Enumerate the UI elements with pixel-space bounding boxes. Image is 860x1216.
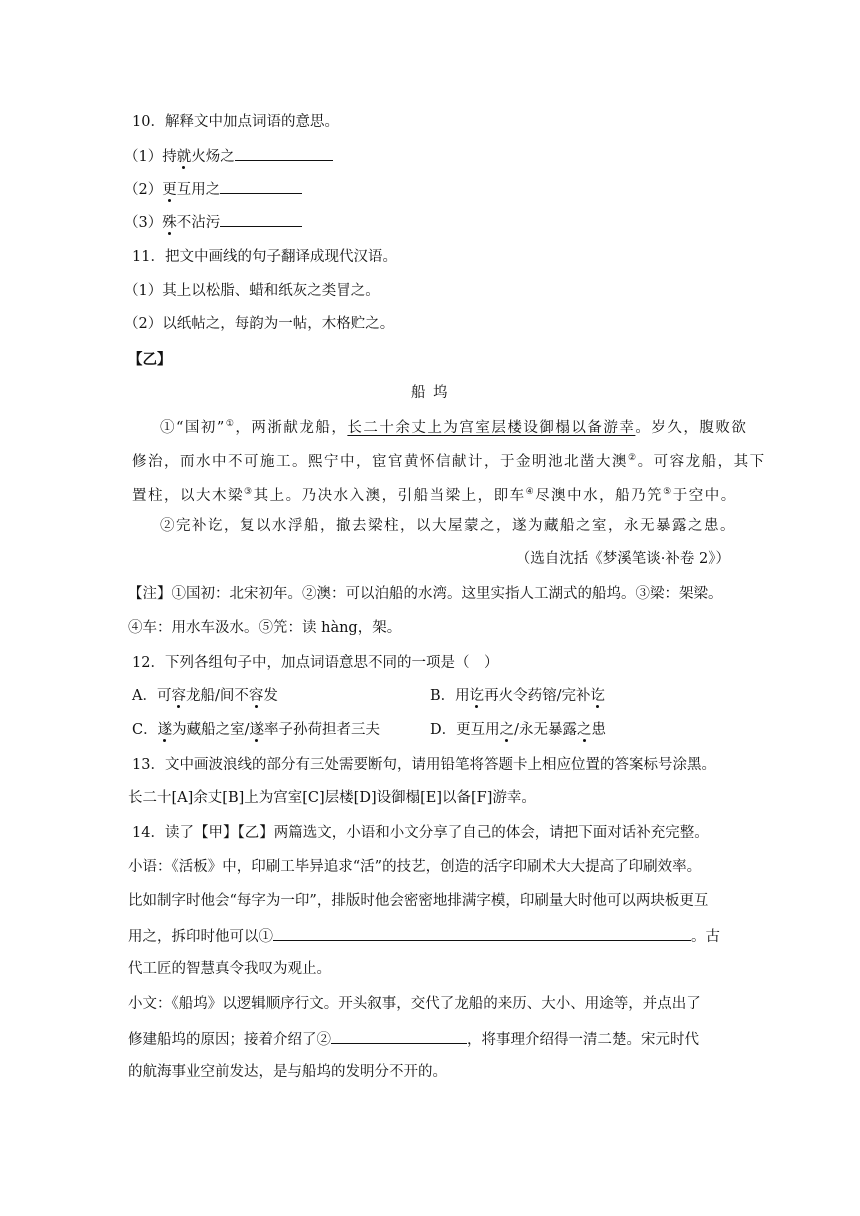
q10-item-1: （1）持就火炀之: [124, 145, 333, 167]
dotted-word: 更: [162, 182, 177, 198]
dotted-word: 殊: [162, 215, 177, 231]
dotted-word: 就: [176, 149, 192, 165]
q10-item-2: （2）更互用之: [124, 178, 302, 200]
q14-line-3: 用之，拆印时他可以① 。古: [128, 925, 720, 947]
q12-option-a[interactable]: A．可容龙船/间不容发: [132, 688, 278, 704]
section-label-yi: 【乙】: [128, 351, 172, 368]
q14-title: 14．读了【甲】【乙】两篇选文，小语和小文分享了自己的体会，请把下面对话补充完整。: [132, 825, 709, 841]
q12-option-d[interactable]: D．更互用之/永无暴露之患: [430, 722, 607, 738]
q14-line-7: 的航海事业空前发达，是与船坞的发明分不开的。: [128, 1064, 447, 1080]
note-line-1: 【注】①国初：北宋初年。②澳：可以泊船的水湾。这里实指人工湖式的船坞。③梁：架梁。: [128, 586, 723, 602]
q10-item-3: （3）殊不沾污: [124, 211, 302, 233]
q13-title: 13．文中画波浪线的部分有三处需要断句，请用铅笔将答题卡上相应位置的答案标号涂黑。: [132, 757, 716, 773]
q12-title: 12．下列各组句子中，加点词语意思不同的一项是（ ）: [132, 655, 499, 671]
answer-blank-1[interactable]: [273, 925, 691, 941]
q13-line: 长二十[A]余丈[B]上为宫室[C]层楼[D]设御榻[E]以备[F]游幸。: [128, 790, 536, 806]
q11-item-2: （2）以纸帖之，每韵为一帖，木格贮之。: [124, 316, 395, 332]
passage-line-1: ①“国初”①，两浙献龙船，长二十余丈上为宫室层楼设御榻以备游幸。岁久，腹败欲: [160, 419, 748, 436]
q14-line-4: 代工匠的智慧真令我叹为观止。: [128, 961, 331, 977]
passage-line-4: ②完补讫，复以水浮船，撤去梁柱，以大屋蒙之，遂为藏船之室，永无暴露之患。: [160, 518, 736, 534]
note-line-2: ④车：用水车汲水。⑤笐：读 hàng，架。: [128, 620, 402, 636]
q11-item-1: （1）其上以松脂、蜡和纸灰之类冒之。: [124, 283, 380, 299]
q12-option-b[interactable]: B．用讫再火令药镕/完补讫: [430, 688, 606, 704]
answer-blank[interactable]: [220, 211, 302, 227]
q14-line-5: 小文：《船坞》以逻辑顺序行文。开头叙事，交代了龙船的来历、大小、用途等，并点出了: [128, 996, 701, 1012]
answer-blank-2[interactable]: [331, 1028, 467, 1044]
q10-title: 10．解释文中加点词语的意思。: [132, 114, 339, 130]
passage-title: 船 坞: [410, 385, 450, 401]
q14-line-6: 修建船坞的原因；接着介绍了② ，将事理介绍得一清二楚。宋元时代: [128, 1028, 699, 1050]
wavy-underlined-sentence: 长二十余丈上为宫室层楼设御榻以备游幸: [347, 420, 636, 436]
passage-line-3: 置柱，以大木梁③其上。乃决水入澳，引船当梁上，即车④尽澳中水，船乃笐⑤于空中。: [132, 487, 737, 504]
q14-line-1: 小语：《活板》中，印刷工毕异追求“活”的技艺，创造的活字印刷术大大提高了印刷效率。: [128, 859, 702, 875]
q11-title: 11．把文中画线的句子翻译成现代汉语。: [132, 249, 397, 265]
answer-blank[interactable]: [235, 145, 333, 161]
q12-option-c[interactable]: C．遂为藏船之室/遂率子孙荷担者三夫: [132, 722, 380, 738]
answer-blank[interactable]: [220, 178, 302, 194]
passage-source: （选自沈括《梦溪笔谈·补卷 2》）: [515, 551, 730, 567]
q14-line-2: 比如制字时他会“每字为一印”，排版时他会密密地排满字模，印刷量大时他可以两块板更互: [128, 893, 709, 909]
passage-line-2: 修治，而水中不可施工。熙宁中，宦官黄怀信献计，于金明池北凿大澳②。可容龙船，其下: [132, 453, 766, 470]
